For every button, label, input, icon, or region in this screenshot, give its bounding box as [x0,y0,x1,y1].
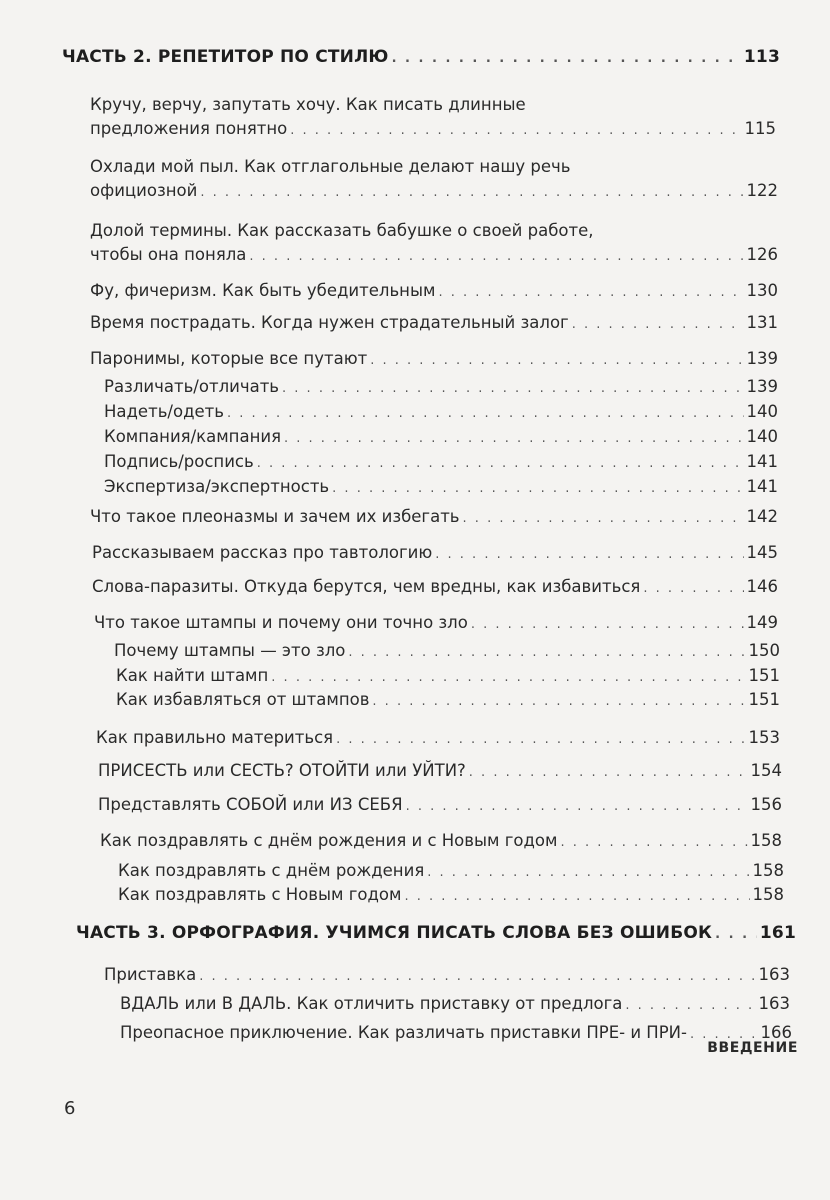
toc-title: Как правильно материться [96,728,334,747]
toc-entry[interactable] [98,794,782,818]
toc-subentry[interactable] [118,884,784,908]
toc-title: Рассказываем рассказ про тавтологию [92,543,433,562]
toc-page-number: 163 [758,965,790,984]
toc-title: Как поздравлять с Новым годом [118,885,402,904]
dot-leader [284,428,743,450]
toc-page-number: 131 [746,313,778,332]
toc-title: Слова-паразиты. Откуда берутся, чем вредны, как избавиться [92,577,641,596]
dot-leader [282,378,743,400]
toc-subentry[interactable] [104,426,778,450]
toc-page-number: 154 [750,761,782,780]
toc-subentry[interactable] [120,1022,792,1046]
dot-leader [471,614,744,636]
toc-page-number: 158 [750,831,782,850]
dot-leader [290,120,741,142]
dot-leader [348,642,745,664]
toc-subentry[interactable] [116,689,780,713]
dot-leader [625,995,755,1017]
dot-leader [715,924,757,946]
toc-page-number: 115 [744,119,776,138]
toc-page-number: 151 [748,666,780,685]
toc-title: Паронимы, которые все путают [90,349,368,368]
toc-title: Представлять СОБОЙ или ИЗ СЕБЯ [98,795,403,814]
toc-subentry[interactable] [116,665,780,689]
toc-title: ЧАСТЬ 3. ОРФОГРАФИЯ. УЧИМСЯ ПИСАТЬ СЛОВА БЕЗ ОШИБОК [76,923,713,943]
toc-title: Что такое штампы и почему они точно зло [94,613,468,632]
toc-title: предложения понятно [90,119,288,138]
dot-leader [406,796,748,818]
toc-subentry[interactable] [104,476,778,500]
toc-page-number: 141 [746,452,778,471]
dot-leader [199,966,755,988]
toc-subentry[interactable] [120,993,790,1017]
toc-page-number: 145 [746,543,778,562]
dot-leader [392,48,741,70]
toc-page-number: 139 [746,377,778,396]
toc-page-number: 141 [746,477,778,496]
toc-title: Как поздравлять с днём рождения [118,861,425,880]
toc-title: Приставка [104,965,197,984]
toc-title: ВДАЛЬ или В ДАЛЬ. Как отличить приставку от предлога [120,994,623,1013]
dot-leader [560,832,747,854]
toc-page-number: 130 [746,281,778,300]
toc-entry[interactable] [90,180,778,204]
toc-page-number: 140 [746,402,778,421]
toc-title: Как поздравлять с днём рождения и с Новым годом [100,831,558,850]
toc-page-number: 122 [746,181,778,200]
toc-entry[interactable] [104,964,790,988]
toc-entry[interactable] [90,118,776,142]
toc-title: Время пострадать. Когда нужен страдательный залог [90,313,569,332]
dot-leader [249,246,743,268]
toc-entry[interactable] [94,612,778,636]
toc-page-number: 126 [746,245,778,264]
toc-title: ЧАСТЬ 2. РЕПЕТИТОР ПО СТИЛЮ [62,47,389,67]
dot-leader [271,667,745,689]
toc-page-number: 153 [748,728,780,747]
toc-entry[interactable] [92,542,778,566]
toc-page-number: 163 [758,994,790,1013]
dot-leader [336,729,745,751]
toc-title: чтобы она поняла [90,245,247,264]
toc-title: Надеть/одеть [104,402,224,421]
toc-page-number: 113 [743,47,780,67]
toc-page-number: 139 [746,349,778,368]
toc-title: Подпись/роспись [104,452,254,471]
toc-title: Фу, фичеризм. Как быть убедительным [90,281,436,300]
dot-leader [257,453,744,475]
toc-part-heading[interactable] [76,922,796,946]
toc-title: Как избавляться от штампов [116,690,370,709]
toc-entry-first-line: Кручу, верчу, запутать хочу. Как писать длинные [90,95,526,114]
dot-leader [427,862,749,884]
toc-page-number: 149 [746,613,778,632]
toc-page-number: 158 [752,885,784,904]
dot-leader [572,314,744,336]
dot-leader [372,691,745,713]
toc-title: Преопасное приключение. Как различать приставки ПРЕ- и ПРИ- [120,1023,687,1042]
toc-title: Почему штампы — это зло [114,641,346,660]
toc-title: Что такое плеоназмы и зачем их избегать [90,507,460,526]
toc-page-number: 150 [748,641,780,660]
toc-page-number: 146 [746,577,778,596]
toc-subentry[interactable] [104,376,778,400]
toc-entry[interactable] [90,312,778,336]
toc-entry[interactable] [90,280,778,304]
toc-entry[interactable] [96,727,780,751]
toc-entry-first-line: Долой термины. Как рассказать бабушке о своей работе, [90,221,594,240]
toc-entry-first-line: Охлади мой пыл. Как отглагольные делают нашу речь [90,157,571,176]
dot-leader [332,478,743,500]
toc-page-number: 161 [759,923,796,943]
dot-leader [643,578,743,600]
dot-leader [404,886,749,908]
toc-subentry[interactable] [104,451,778,475]
toc-title: Компания/кампания [104,427,282,446]
toc-entry[interactable] [100,830,782,854]
toc-page-number: 166 [760,1023,792,1042]
dot-leader [469,762,748,784]
toc-title: официозной [90,181,198,200]
dot-leader [438,282,743,304]
dot-leader [463,508,744,530]
dot-leader [370,350,743,372]
running-header-section: ВВЕДЕНИЕ [707,1040,798,1056]
toc-subentry[interactable] [104,401,778,425]
dot-leader [200,182,743,204]
dot-leader [435,544,743,566]
toc-entry[interactable] [98,760,782,784]
toc-title: Различать/отличать [104,377,280,396]
dot-leader [227,403,744,425]
toc-page-number: 156 [750,795,782,814]
toc-title: Как найти штамп [116,666,269,685]
toc-title: Экспертиза/экспертность [104,477,330,496]
toc-page-number: 158 [752,861,784,880]
toc-entry[interactable] [90,244,778,268]
toc-part-heading[interactable] [62,46,780,70]
toc-entry[interactable] [90,506,778,530]
toc-subentry[interactable] [118,860,784,884]
page-number: 6 [64,1098,76,1119]
toc-title: ПРИСЕСТЬ или СЕСТЬ? ОТОЙТИ или УЙТИ? [98,761,466,780]
toc-entry[interactable] [90,348,778,372]
toc-page-number: 151 [748,690,780,709]
toc-page-number: 140 [746,427,778,446]
toc-entry[interactable] [92,576,778,600]
toc-subentry[interactable] [114,640,780,664]
toc-page-number: 142 [746,507,778,526]
